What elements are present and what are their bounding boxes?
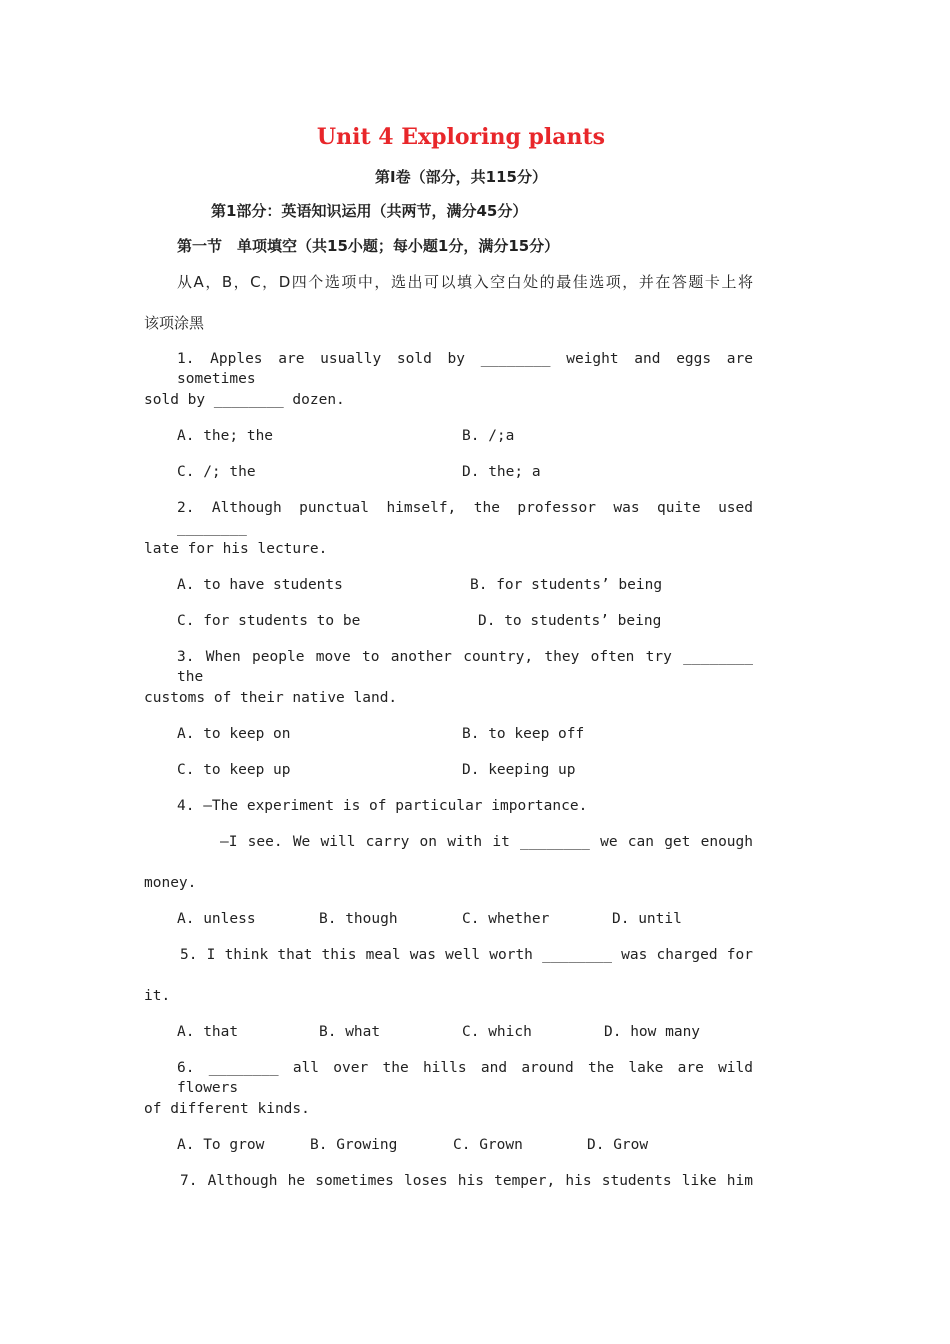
question-5-option-b[interactable]: B. what xyxy=(319,1024,381,1040)
question-6-option-b[interactable]: B. Growing xyxy=(310,1137,398,1153)
instruction-line-1: 从A，B，C，D四个选项中，选出可以填入空白处的最佳选项，并在答题卡上将 xyxy=(177,273,753,291)
question-6-option-a[interactable]: A. To grow xyxy=(177,1137,265,1153)
question-1-option-b[interactable]: B. /;a xyxy=(462,428,515,444)
question-6-option-d[interactable]: D. Grow xyxy=(587,1137,649,1153)
question-5-text-cont: it. xyxy=(144,988,171,1004)
question-1-option-a[interactable]: A. the; the xyxy=(177,428,274,444)
page-title: Unit 4 Exploring plants xyxy=(316,124,606,150)
question-3-option-d[interactable]: D. keeping up xyxy=(462,762,576,778)
question-7-text: 7. Although he sometimes loses his temper, his students like him xyxy=(180,1173,753,1189)
question-2-text: 2. Although punctual himself, the professor was quite used ________ xyxy=(177,500,753,536)
question-1-option-c[interactable]: C. /; the xyxy=(177,464,256,480)
question-1-option-d[interactable]: D. the; a xyxy=(462,464,541,480)
question-6-option-c[interactable]: C. Grown xyxy=(453,1137,523,1153)
section-heading-knowledge: 第1部分：英语知识运用（共两节，满分45分） xyxy=(211,202,528,220)
question-5-text: 5. I think that this meal was well worth ________ was charged for xyxy=(180,947,753,963)
question-3-option-a[interactable]: A. to keep on xyxy=(177,726,291,742)
question-2-text-cont: late for his lecture. xyxy=(144,541,328,557)
question-4-reply: —I see. We will carry on with it ________ we can get enough xyxy=(220,834,753,850)
question-1-text: 1. Apples are usually sold by ________ weight and eggs are sometimes xyxy=(177,351,753,387)
question-3-option-b[interactable]: B. to keep off xyxy=(462,726,585,742)
question-6-text-cont: of different kinds. xyxy=(144,1101,310,1117)
question-2-option-a[interactable]: A. to have students xyxy=(177,577,343,593)
section-heading-single-choice: 第一节 单项填空（共15小题；每小题1分，满分15分） xyxy=(177,237,560,255)
question-6-text: 6. ________ all over the hills and around the lake are wild flowers xyxy=(177,1060,753,1096)
question-2-option-c[interactable]: C. for students to be xyxy=(177,613,361,629)
question-5-option-a[interactable]: A. that xyxy=(177,1024,239,1040)
instruction-line-2: 该项涂黑 xyxy=(144,314,205,332)
question-4-option-d[interactable]: D. until xyxy=(612,911,682,927)
question-4-text: 4. —The experiment is of particular importance. xyxy=(177,798,588,814)
question-3-text: 3. When people move to another country, they often try ________ the xyxy=(177,649,753,685)
question-5-option-d[interactable]: D. how many xyxy=(604,1024,701,1040)
question-4-option-b[interactable]: B. though xyxy=(319,911,398,927)
question-3-option-c[interactable]: C. to keep up xyxy=(177,762,291,778)
question-4-option-c[interactable]: C. whether xyxy=(462,911,550,927)
question-2-option-b[interactable]: B. for students’ being xyxy=(470,577,663,593)
question-3-text-cont: customs of their native land. xyxy=(144,690,398,706)
question-1-text-cont: sold by ________ dozen. xyxy=(144,392,345,408)
question-2-option-d[interactable]: D. to students’ being xyxy=(478,613,662,629)
section-heading-part: 第Ⅰ卷（部分，共115分） xyxy=(375,168,547,186)
question-5-option-c[interactable]: C. which xyxy=(462,1024,532,1040)
question-4-reply-cont: money. xyxy=(144,875,197,891)
question-4-option-a[interactable]: A. unless xyxy=(177,911,256,927)
